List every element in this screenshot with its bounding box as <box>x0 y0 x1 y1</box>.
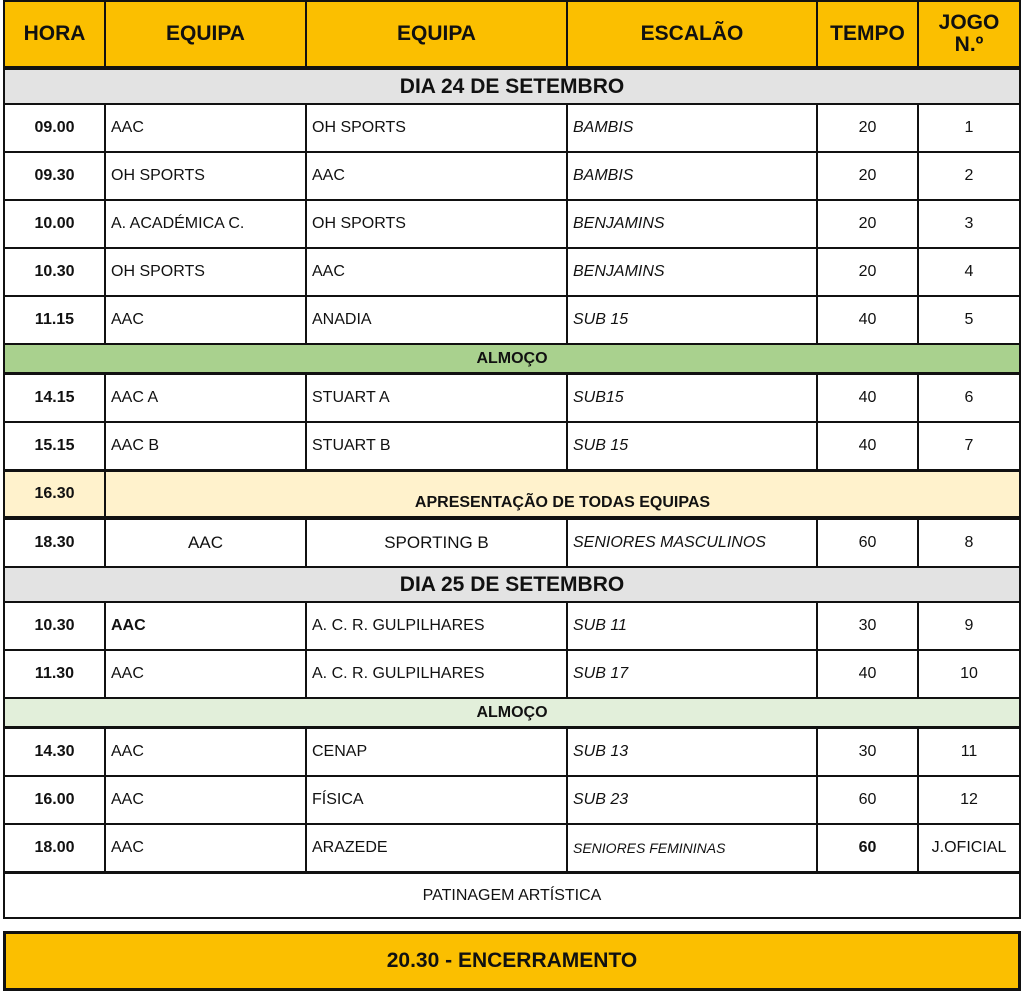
game-2-hora: 09.30 <box>3 151 106 201</box>
header-equipa-1: EQUIPA <box>104 0 307 68</box>
game-10-jogo: 10 <box>917 649 1021 699</box>
game-6-hora: 14.15 <box>3 373 106 423</box>
game-5-hora: 11.15 <box>3 295 106 345</box>
closing-banner: 20.30 - ENCERRAMENTO <box>3 931 1021 991</box>
game-12-equipa1: AAC <box>104 775 307 825</box>
game-6-tempo: 40 <box>816 373 919 423</box>
game-9-equipa2: A. C. R. GULPILHARES <box>305 601 568 651</box>
game-8-equipa1: AAC <box>104 518 307 568</box>
presentation-hora: 16.30 <box>3 470 106 518</box>
game-8-jogo: 8 <box>917 518 1021 568</box>
game-10-hora: 11.30 <box>3 649 106 699</box>
game-7-jogo: 7 <box>917 421 1021 471</box>
lunch-band-day2: ALMOÇO <box>3 697 1021 728</box>
game-5-equipa1: AAC <box>104 295 307 345</box>
game-4-tempo: 20 <box>816 247 919 297</box>
game-5-tempo: 40 <box>816 295 919 345</box>
presentation-label: APRESENTAÇÃO DE TODAS EQUIPAS <box>104 470 1021 518</box>
game-9-hora: 10.30 <box>3 601 106 651</box>
game-10-equipa1: AAC <box>104 649 307 699</box>
game-2-jogo: 2 <box>917 151 1021 201</box>
game-11-equipa1: AAC <box>104 727 307 777</box>
game-1-escalao: BAMBIS <box>566 103 818 153</box>
header-tempo: TEMPO <box>816 0 919 68</box>
game-9-equipa1: AAC <box>104 601 307 651</box>
game-1-equipa1: AAC <box>104 103 307 153</box>
lunch-band-day1: ALMOÇO <box>3 343 1021 374</box>
game-6-escalao: SUB15 <box>566 373 818 423</box>
game-6-jogo: 6 <box>917 373 1021 423</box>
game-10-equipa2: A. C. R. GULPILHARES <box>305 649 568 699</box>
game-11-hora: 14.30 <box>3 727 106 777</box>
game-2-equipa1: OH SPORTS <box>104 151 307 201</box>
game-2-equipa2: AAC <box>305 151 568 201</box>
game-9-escalao: SUB 11 <box>566 601 818 651</box>
game-3-jogo: 3 <box>917 199 1021 249</box>
game-9-jogo: 9 <box>917 601 1021 651</box>
game-3-tempo: 20 <box>816 199 919 249</box>
game-12-tempo: 60 <box>816 775 919 825</box>
game-13-jogo: J.OFICIAL <box>917 823 1021 873</box>
game-7-equipa2: STUART B <box>305 421 568 471</box>
game-5-escalao: SUB 15 <box>566 295 818 345</box>
game-13-equipa1: AAC <box>104 823 307 873</box>
game-13-hora: 18.00 <box>3 823 106 873</box>
game-5-jogo: 5 <box>917 295 1021 345</box>
patinagem-row: PATINAGEM ARTÍSTICA <box>3 872 1021 919</box>
game-10-tempo: 40 <box>816 649 919 699</box>
game-11-jogo: 11 <box>917 727 1021 777</box>
game-7-hora: 15.15 <box>3 421 106 471</box>
game-11-tempo: 30 <box>816 727 919 777</box>
game-1-hora: 09.00 <box>3 103 106 153</box>
game-7-equipa1: AAC B <box>104 421 307 471</box>
game-3-equipa2: OH SPORTS <box>305 199 568 249</box>
game-13-tempo: 60 <box>816 823 919 873</box>
game-3-equipa1: A. ACADÉMICA C. <box>104 199 307 249</box>
game-8-escalao: SENIORES MASCULINOS <box>566 518 818 568</box>
game-9-tempo: 30 <box>816 601 919 651</box>
game-7-escalao: SUB 15 <box>566 421 818 471</box>
game-12-jogo: 12 <box>917 775 1021 825</box>
game-6-equipa1: AAC A <box>104 373 307 423</box>
header-equipa-2: EQUIPA <box>305 0 568 68</box>
header-jogo: JOGO N.º <box>917 0 1021 68</box>
day-band-24: DIA 24 DE SETEMBRO <box>3 68 1021 105</box>
game-10-escalao: SUB 17 <box>566 649 818 699</box>
game-12-escalao: SUB 23 <box>566 775 818 825</box>
game-1-jogo: 1 <box>917 103 1021 153</box>
game-11-escalao: SUB 13 <box>566 727 818 777</box>
game-3-escalao: BENJAMINS <box>566 199 818 249</box>
game-12-hora: 16.00 <box>3 775 106 825</box>
game-5-equipa2: ANADIA <box>305 295 568 345</box>
game-2-escalao: BAMBIS <box>566 151 818 201</box>
game-3-hora: 10.00 <box>3 199 106 249</box>
game-8-hora: 18.30 <box>3 518 106 568</box>
header-escalao: ESCALÃO <box>566 0 818 68</box>
game-1-equipa2: OH SPORTS <box>305 103 568 153</box>
game-11-equipa2: CENAP <box>305 727 568 777</box>
game-12-equipa2: FÍSICA <box>305 775 568 825</box>
game-4-equipa1: OH SPORTS <box>104 247 307 297</box>
game-2-tempo: 20 <box>816 151 919 201</box>
game-8-equipa2: SPORTING B <box>305 518 568 568</box>
game-4-hora: 10.30 <box>3 247 106 297</box>
day-band-25: DIA 25 DE SETEMBRO <box>3 566 1021 603</box>
game-1-tempo: 20 <box>816 103 919 153</box>
game-4-jogo: 4 <box>917 247 1021 297</box>
game-4-equipa2: AAC <box>305 247 568 297</box>
game-13-equipa2: ARAZEDE <box>305 823 568 873</box>
game-7-tempo: 40 <box>816 421 919 471</box>
game-13-escalao: SENIORES FEMININAS <box>566 823 818 873</box>
game-4-escalao: BENJAMINS <box>566 247 818 297</box>
game-6-equipa2: STUART A <box>305 373 568 423</box>
game-8-tempo: 60 <box>816 518 919 568</box>
header-hora: HORA <box>3 0 106 68</box>
